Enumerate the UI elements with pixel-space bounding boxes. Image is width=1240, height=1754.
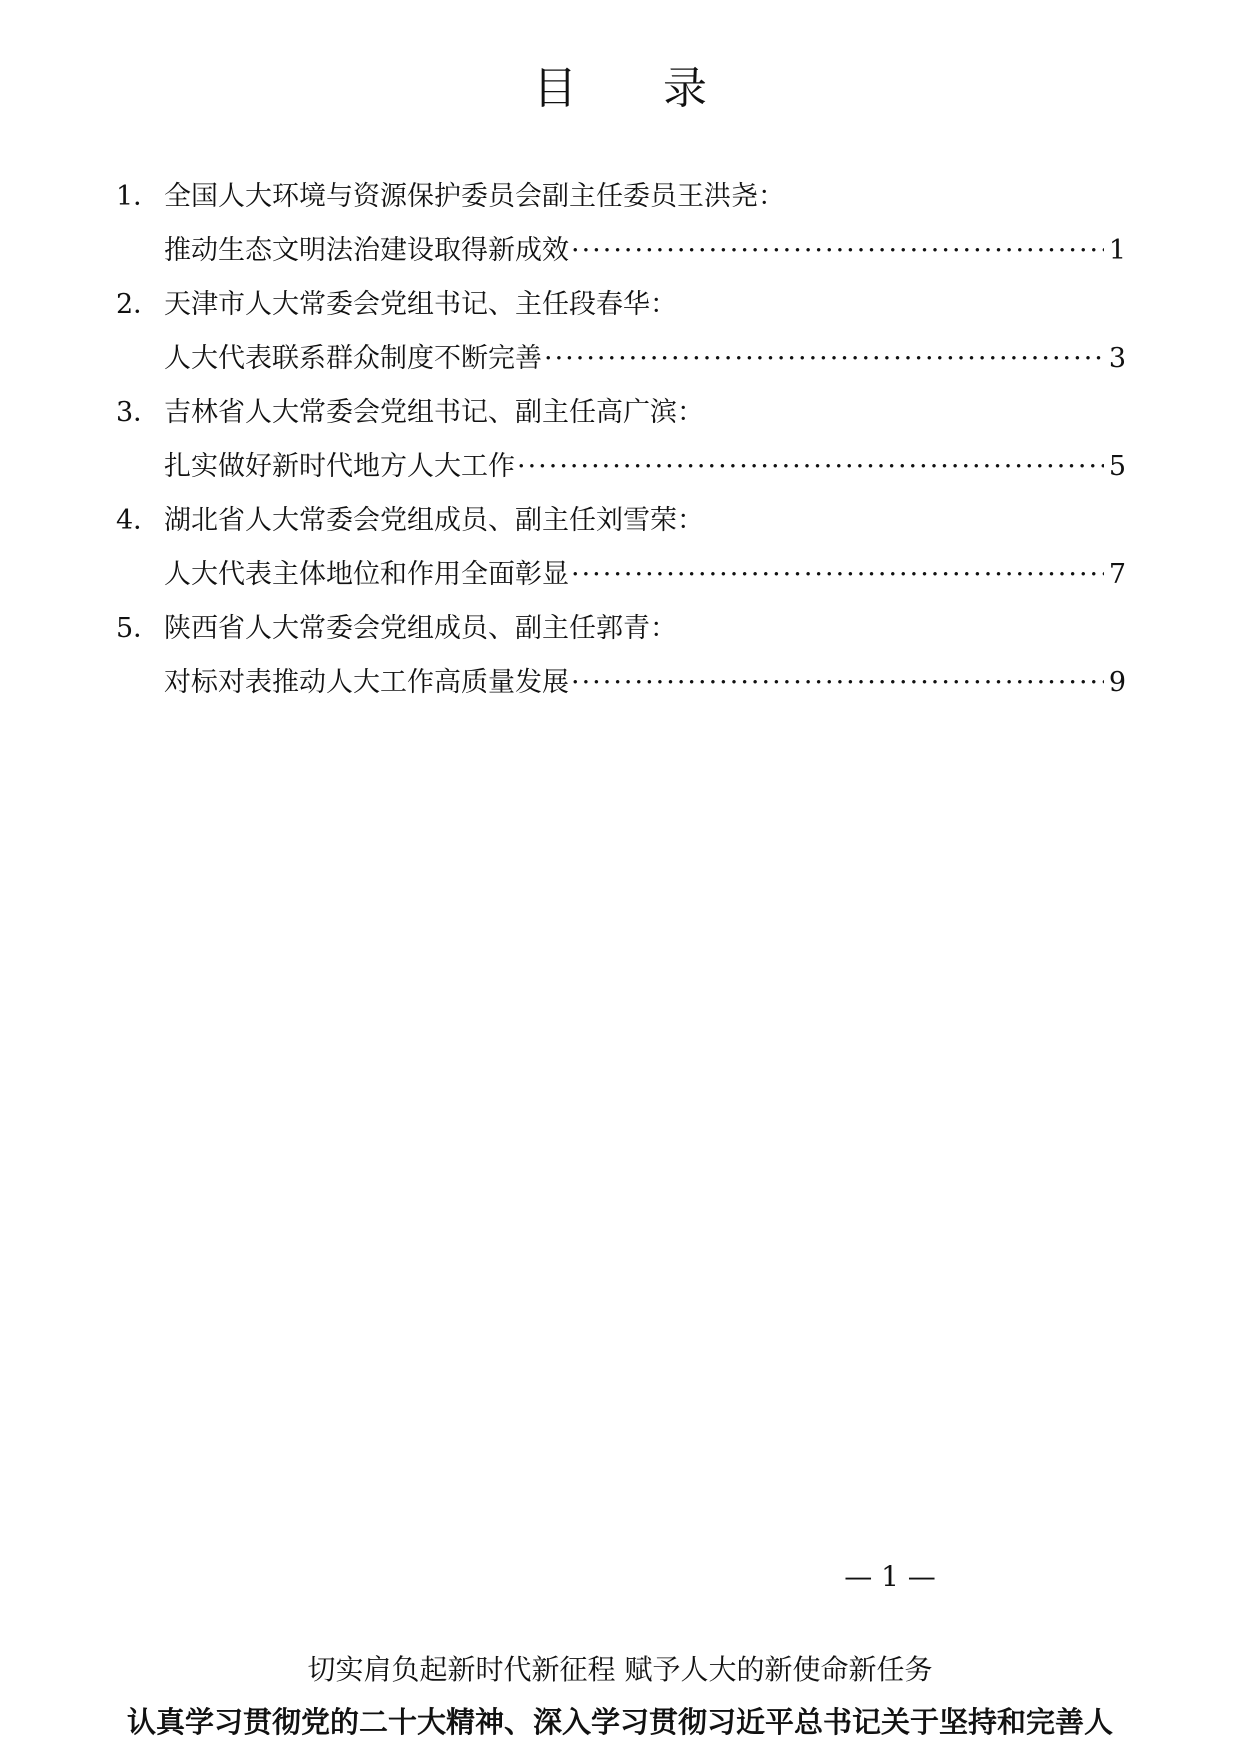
toc-author-line [116,602,1126,656]
toc-entry-article[interactable]: 对标对表推动人大工作高质量发展 [164,667,569,698]
toc-article-line[interactable] [116,332,1126,386]
toc-author-line [116,494,1126,548]
toc-entry-article[interactable]: 推动生态文明法治建设取得新成效 [164,235,569,266]
page-number: — 1 — [844,1560,936,1593]
toc-entry-author: 全国人大环境与资源保护委员会副主任委员王洪尧： [164,181,785,212]
toc-article-line[interactable] [116,224,1126,278]
toc-entry[interactable] [116,494,1126,602]
toc-entry-number: 2． [116,289,161,320]
toc-entry-author: 天津市人大常委会党组书记、主任段春华： [164,289,677,320]
toc-leader-dots [544,332,1104,386]
toc-entry-article[interactable]: 人大代表联系群众制度不断完善 [164,343,542,374]
toc-entry-number: 1． [116,181,161,212]
toc-leader-dots [571,548,1104,602]
toc-list [116,170,1126,710]
toc-leader-dots [571,656,1104,710]
toc-entry-number: 5． [116,613,161,644]
toc-entry-number: 4． [116,505,161,536]
toc-entry-page: 7 [1108,559,1126,590]
toc-entry-author: 陕西省人大常委会党组成员、副主任郭青： [164,613,677,644]
toc-entry-author: 湖北省人大常委会党组成员、副主任刘雪荣： [164,505,704,536]
toc-entry[interactable] [116,170,1126,278]
toc-article-line[interactable] [116,548,1126,602]
toc-article-line[interactable] [116,440,1126,494]
toc-entry-number: 3． [116,397,161,428]
toc-entry-page: 3 [1108,343,1126,374]
toc-author-line [116,278,1126,332]
toc-article-line[interactable] [116,656,1126,710]
toc-leader-dots [517,440,1104,494]
toc-entry[interactable] [116,386,1126,494]
toc-entry-page: 5 [1108,451,1126,482]
toc-entry-article[interactable]: 人大代表主体地位和作用全面彰显 [164,559,569,590]
footer-subtitle: 切实肩负起新时代新征程 赋予人大的新使命新任务 [307,1653,933,1686]
footer-heading: 认真学习贯彻党的二十大精神、深入学习贯彻习近平总书记关于坚持和完善人 [126,1705,1113,1739]
toc-author-line [116,386,1126,440]
toc-entry-article[interactable]: 扎实做好新时代地方人大工作 [164,451,515,482]
toc-entry[interactable] [116,602,1126,710]
toc-title: 目 录 [533,63,743,114]
toc-entry[interactable] [116,278,1126,386]
toc-author-line [116,170,1126,224]
toc-entry-author: 吉林省人大常委会党组书记、副主任高广滨： [164,397,704,428]
toc-entry-page: 9 [1108,667,1126,698]
toc-leader-dots [571,224,1104,278]
toc-entry-page: 1 [1108,235,1126,266]
